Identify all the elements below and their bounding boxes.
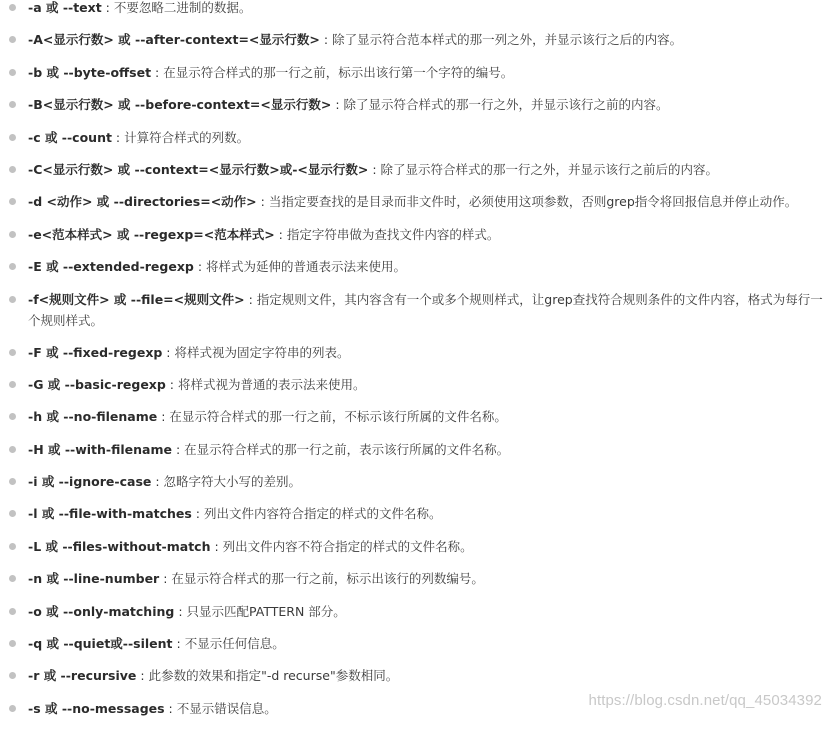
bullet-icon: [9, 263, 16, 270]
option-separator: :: [165, 376, 178, 392]
option-separator: :: [210, 538, 223, 554]
option-flag: -C<显示行数> 或 --context=<显示行数>或-<显示行数>: [28, 161, 369, 177]
bullet-icon: [9, 478, 16, 485]
option-separator: :: [151, 474, 164, 490]
option-flag: -h 或 --no-filename: [28, 409, 158, 425]
option-flag: -H 或 --with-filename: [28, 441, 172, 457]
option-separator: :: [172, 441, 185, 457]
option-flag: -b 或 --byte-offset: [28, 64, 152, 80]
option-separator: :: [193, 259, 207, 275]
option-item-ignore-case: [0, 471, 832, 492]
option-description: 计算符合样式的列数。: [124, 129, 250, 145]
option-flag: -o 或 --only-matching: [28, 603, 175, 619]
option-item-recursive: [0, 665, 832, 686]
bullet-icon: [9, 69, 16, 76]
option-description: 将样式为延伸的普通表示法来使用。: [206, 259, 407, 275]
bullet-icon: [9, 349, 16, 356]
option-flag: -q 或 --quiet或--silent: [28, 636, 173, 652]
option-description: 将样式视为普通的表示法来使用。: [177, 376, 366, 392]
option-description: 在显示符合样式的那一行之前，标示出该行的列数编号。: [171, 571, 484, 587]
option-flag: -a 或 --text: [28, 0, 102, 15]
option-item-only-matching: [0, 601, 832, 622]
bullet-icon: [9, 4, 16, 11]
option-flag: -i 或 --ignore-case: [28, 474, 152, 490]
bullet-icon: [9, 36, 16, 43]
bullet-icon: [9, 231, 16, 238]
option-flag: -G 或 --basic-regexp: [28, 376, 166, 392]
option-flag: -s 或 --no-messages: [28, 700, 165, 716]
option-flag: -f<规则文件> 或 --file=<规则文件>: [28, 291, 245, 307]
option-item-file: [0, 289, 832, 331]
option-separator: :: [319, 32, 333, 48]
option-item-quiet: [0, 633, 832, 654]
option-description: 不要忽略二进制的数据。: [113, 0, 252, 15]
bullet-icon: [9, 608, 16, 615]
option-separator: :: [157, 409, 170, 425]
option-description: 在显示符合样式的那一行之前，表示该行所属的文件名称。: [184, 441, 510, 457]
option-separator: :: [136, 668, 149, 684]
option-separator: :: [368, 161, 381, 177]
option-item-regexp: [0, 224, 832, 245]
bullet-icon: [9, 705, 16, 712]
option-description: 忽略字符大小写的差别。: [163, 474, 302, 490]
option-separator: :: [174, 603, 187, 619]
option-separator: :: [159, 571, 172, 587]
option-description: 只显示匹配PATTERN 部分。: [186, 603, 346, 619]
option-item-extended-regexp: [0, 256, 832, 277]
option-description: 当指定要查找的是目录而非文件时，必须使用这项参数，否则grep指令将回报信息并停止动作。: [268, 194, 798, 210]
bullet-icon: [9, 413, 16, 420]
option-item-line-number: [0, 568, 832, 589]
option-item-a: [0, 0, 832, 18]
bullet-icon: [9, 640, 16, 647]
option-flag: -B<显示行数> 或 --before-context=<显示行数>: [28, 97, 332, 113]
option-description: 此参数的效果和指定"-d recurse"参数相同。: [148, 668, 399, 684]
option-description: 列出文件内容不符合指定的样式的文件名称。: [222, 538, 473, 554]
option-separator: :: [256, 194, 269, 210]
option-separator: :: [101, 0, 114, 15]
option-item-no-filename: [0, 406, 832, 427]
option-item-files-without-match: [0, 536, 832, 557]
option-separator: :: [164, 700, 177, 716]
option-item-byte-offset: [0, 62, 832, 83]
option-separator: :: [172, 636, 185, 652]
option-flag: -l 或 --file-with-matches: [28, 506, 192, 522]
option-separator: :: [151, 64, 164, 80]
option-flag: -F 或 --fixed-regexp: [28, 344, 163, 360]
option-item-with-filename: [0, 439, 832, 460]
option-separator: :: [331, 97, 344, 113]
option-item-directories: [0, 191, 832, 212]
option-description: 除了显示符合样式的那一行之外，并显示该行之前的内容。: [343, 97, 669, 113]
option-flag: -E 或 --extended-regexp: [28, 259, 194, 275]
bullet-icon: [9, 575, 16, 582]
option-flag: -A<显示行数> 或 --after-context=<显示行数>: [28, 32, 320, 48]
option-item-context: [0, 159, 832, 180]
option-flag: -c 或 --count: [28, 129, 112, 145]
option-separator: :: [274, 226, 287, 242]
option-description: 不显示任何信息。: [184, 636, 285, 652]
bullet-icon: [9, 446, 16, 453]
bullet-icon: [9, 134, 16, 141]
option-description: 除了显示符合样式的那一行之外，并显示该行之前后的内容。: [380, 161, 719, 177]
option-flag: -e<范本样式> 或 --regexp=<范本样式>: [28, 226, 275, 242]
option-description: 在显示符合样式的那一行之前，不标示该行所属的文件名称。: [169, 409, 507, 425]
bullet-icon: [9, 510, 16, 517]
option-description: 除了显示符合范本样式的那一列之外，并显示该行之后的内容。: [332, 32, 683, 48]
option-separator: :: [244, 291, 257, 307]
bullet-icon: [9, 543, 16, 550]
option-description: 不显示错误信息。: [176, 700, 277, 716]
bullet-icon: [9, 198, 16, 205]
option-description: 将样式视为固定字符串的列表。: [174, 344, 350, 360]
option-item-count: [0, 127, 832, 148]
bullet-icon: [9, 296, 16, 303]
option-flag: -d <动作> 或 --directories=<动作>: [28, 194, 257, 210]
option-description: 列出文件内容符合指定的样式的文件名称。: [204, 506, 442, 522]
option-item-file-with-matches: [0, 503, 832, 524]
option-description: 指定规则文件，其内容含有一个或多个规则样式，让grep查找符合规则条件的文件内容，格式为每行一个规则样式。: [28, 291, 823, 328]
option-separator: :: [191, 506, 204, 522]
option-separator: :: [162, 344, 175, 360]
option-description: 在显示符合样式的那一行之前，标示出该行第一个字符的编号。: [163, 64, 514, 80]
option-item-after-context: [0, 29, 832, 50]
watermark-text: https://blog.csdn.net/qq_45034392: [588, 692, 822, 709]
option-flag: -L 或 --files-without-match: [28, 538, 211, 554]
option-separator: :: [111, 129, 125, 145]
bullet-icon: [9, 166, 16, 173]
option-item-basic-regexp: [0, 374, 832, 395]
bullet-icon: [9, 381, 16, 388]
option-flag: -r 或 --recursive: [28, 668, 137, 684]
option-description: 指定字符串做为查找文件内容的样式。: [286, 226, 500, 242]
option-item-fixed-regexp: [0, 342, 832, 363]
bullet-icon: [9, 101, 16, 108]
bullet-icon: [9, 672, 16, 679]
option-item-before-context: [0, 94, 832, 115]
option-flag: -n 或 --line-number: [28, 571, 160, 587]
